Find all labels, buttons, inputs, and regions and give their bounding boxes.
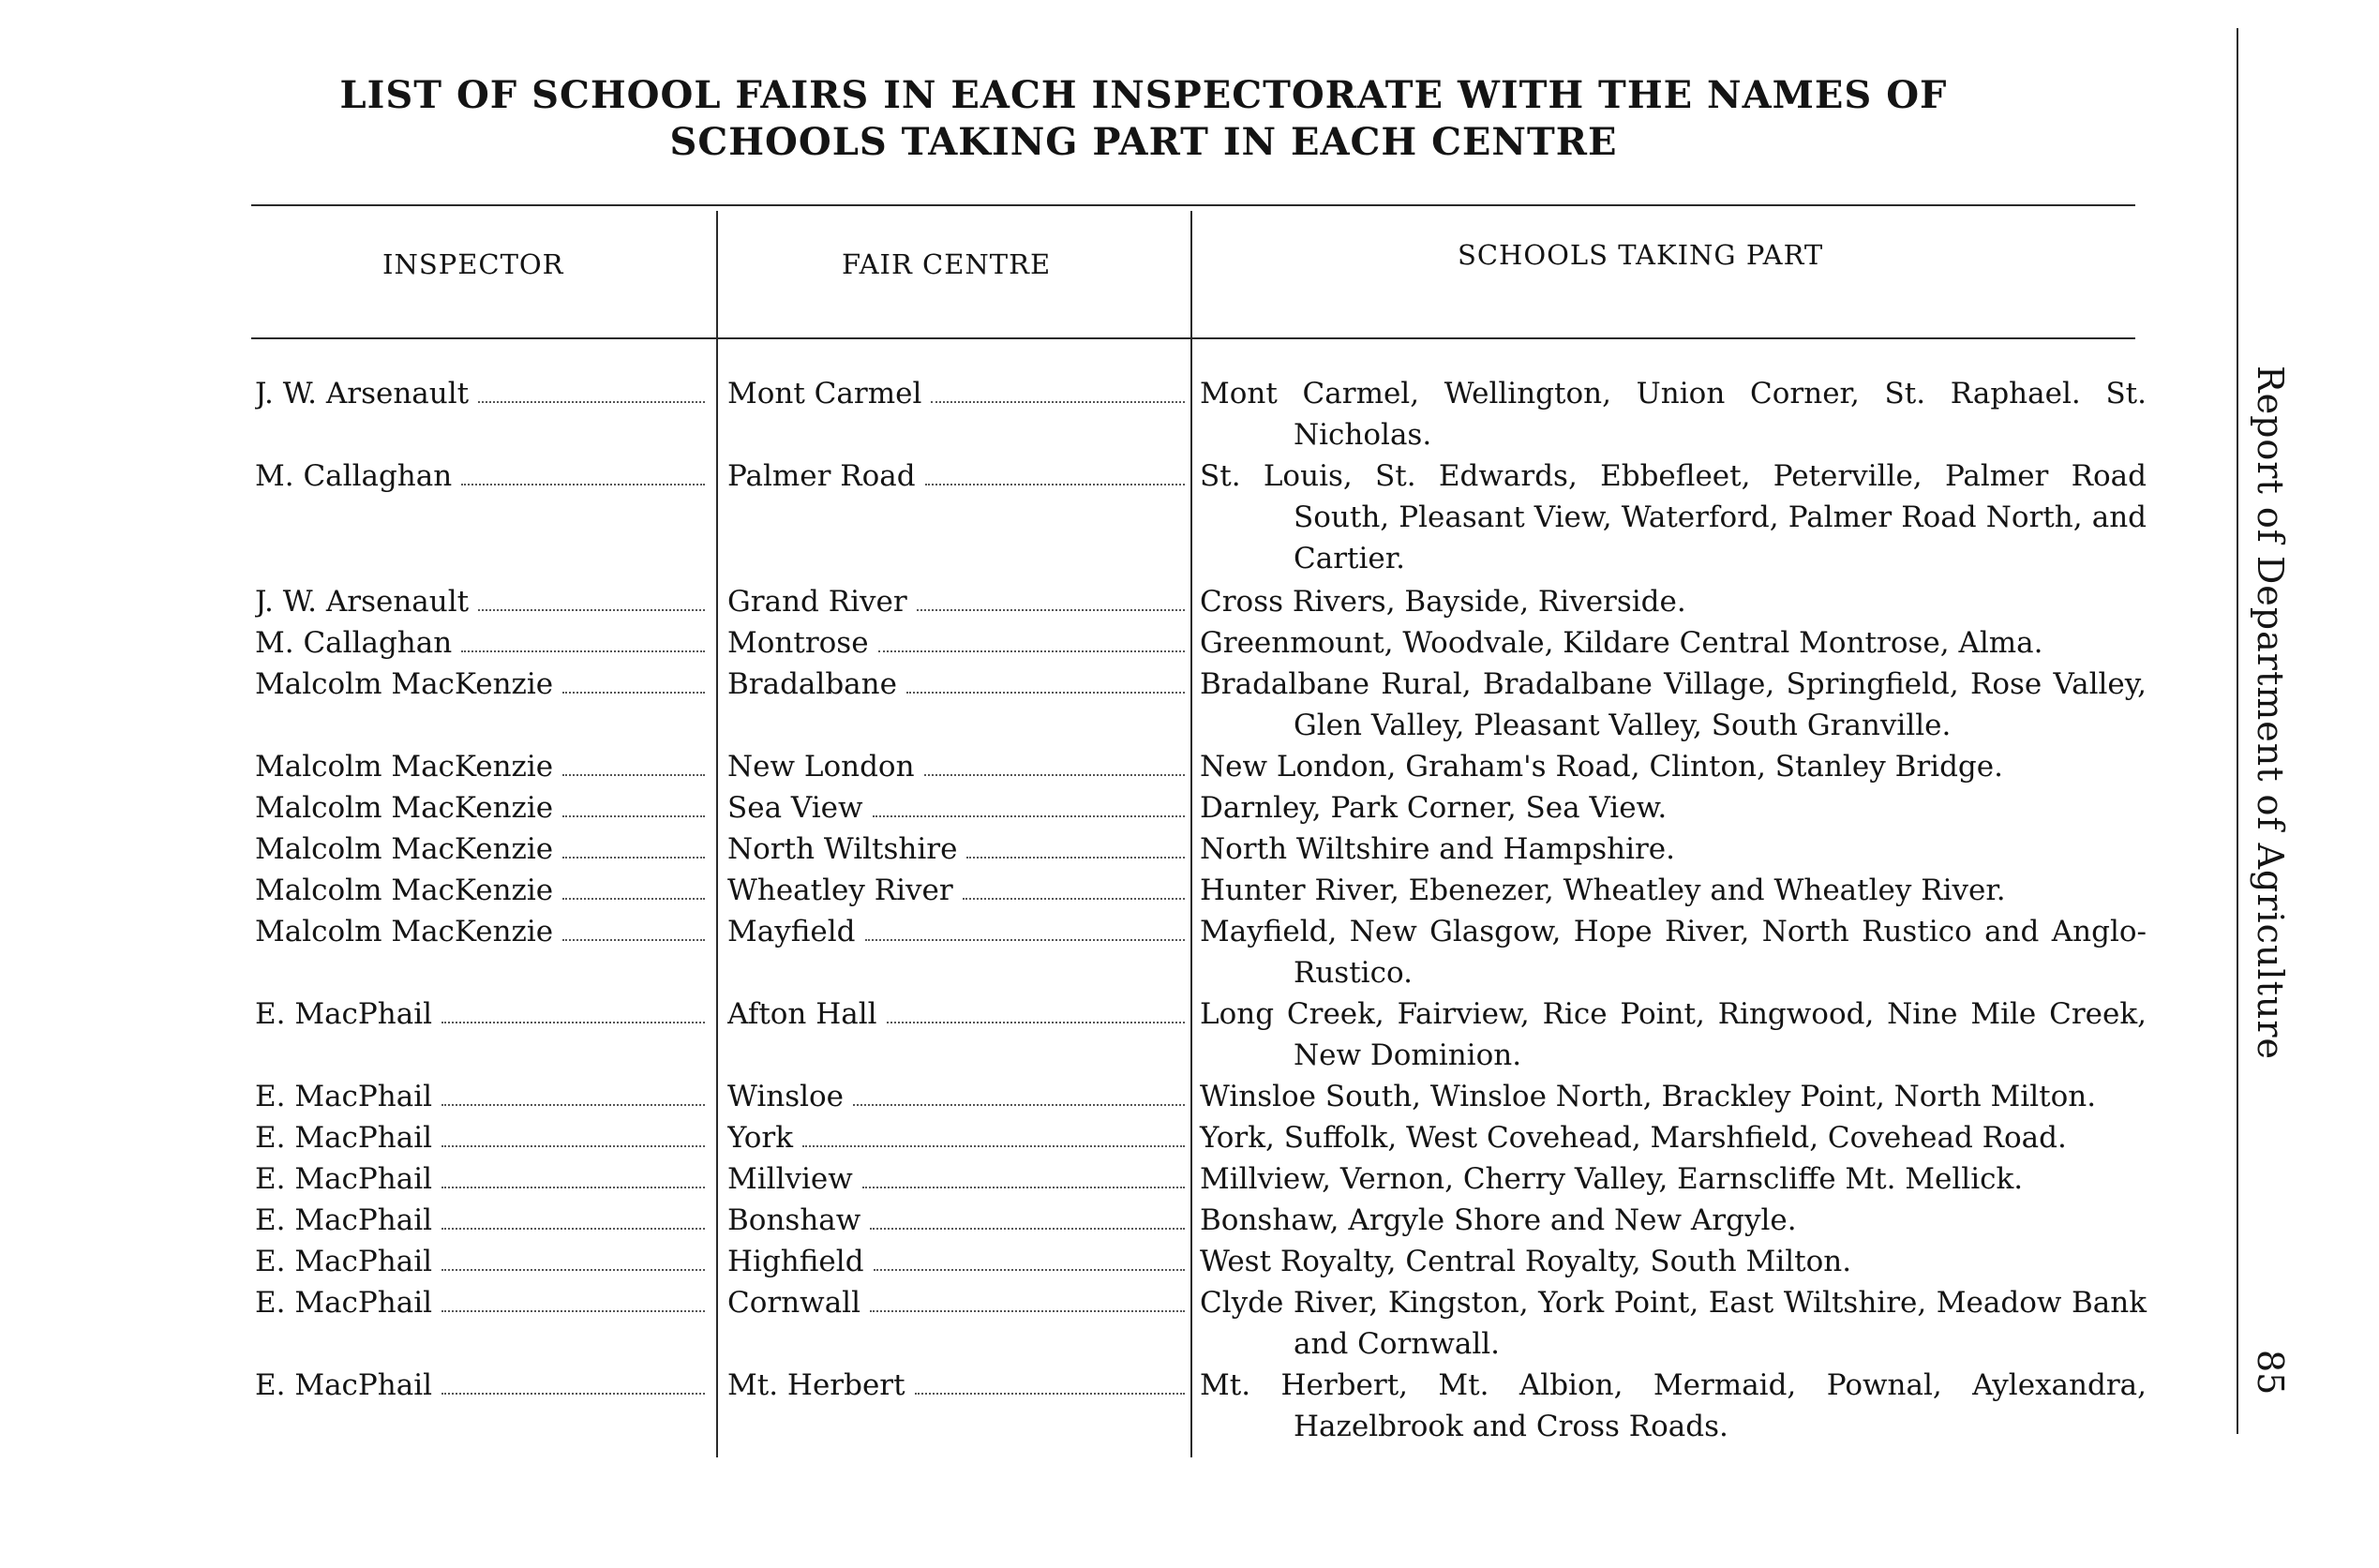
page-title-line-1: LIST OF SCHOOL FAIRS IN EACH INSPECTORATE WITH THE NAMES OF bbox=[339, 73, 1948, 117]
fair-centre-cell: Wheatley River bbox=[727, 870, 1185, 911]
column-divider-1 bbox=[716, 211, 718, 1457]
inspector-cell: Malcolm MacKenzie bbox=[255, 911, 705, 952]
schools-cell: Clyde River, Kingston, York Point, East Wiltshire, Meadow Bank and Cornwall. bbox=[1200, 1286, 2147, 1361]
fair-centre-cell: Palmer Road bbox=[727, 455, 1185, 497]
schools-cell: Bradalbane Rural, Bradalbane Village, Springfield, Rose Valley, Glen Valley, Pleasant Valley, South Granville. bbox=[1200, 667, 2147, 742]
fair-centre-cell: York bbox=[727, 1117, 1185, 1158]
schools-cell: Bonshaw, Argyle Shore and New Argyle. bbox=[1200, 1203, 1797, 1237]
page-title-line-2: SCHOOLS TAKING PART IN EACH CENTRE bbox=[669, 120, 1618, 164]
inspector-cell: E. MacPhail bbox=[255, 1282, 705, 1323]
schools-cell: Greenmount, Woodvale, Kildare Central Montrose, Alma. bbox=[1200, 626, 2043, 660]
schools-cell: Long Creek, Fairview, Rice Point, Ringwood, Nine Mile Creek, New Dominion. bbox=[1200, 997, 2147, 1072]
header-inspector: INSPECTOR bbox=[382, 248, 564, 280]
header-rule bbox=[251, 337, 2135, 339]
inspector-cell: M. Callaghan bbox=[255, 622, 705, 664]
schools-cell: Cross Rivers, Bayside, Riverside. bbox=[1200, 585, 1686, 619]
inspector-cell: E. MacPhail bbox=[255, 1158, 705, 1200]
schools-cell: North Wiltshire and Hampshire. bbox=[1200, 832, 1676, 866]
inspector-cell: E. MacPhail bbox=[255, 1076, 705, 1117]
schools-cell: West Royalty, Central Royalty, South Milton. bbox=[1200, 1245, 1852, 1278]
header-schools: SCHOOLS TAKING PART bbox=[1458, 239, 1824, 271]
schools-cell: New London, Graham's Road, Clinton, Stanley Bridge. bbox=[1200, 750, 2003, 784]
inspector-cell: J. W. Arsenault bbox=[255, 373, 705, 414]
inspector-cell: E. MacPhail bbox=[255, 1365, 705, 1406]
top-rule bbox=[251, 204, 2135, 206]
fair-centre-cell: Mont Carmel bbox=[727, 373, 1185, 414]
inspector-cell: E. MacPhail bbox=[255, 1200, 705, 1241]
schools-cell: Darnley, Park Corner, Sea View. bbox=[1200, 791, 1668, 825]
schools-cell: St. Louis, St. Edwards, Ebbefleet, Peterville, Palmer Road South, Pleasant View, Waterford, Palmer Road North, and Cartier. bbox=[1200, 459, 2147, 575]
schools-cell: Winsloe South, Winsloe North, Brackley Point, North Milton. bbox=[1200, 1080, 2097, 1113]
schools-cell: Mont Carmel, Wellington, Union Corner, St. Raphael. St. Nicholas. bbox=[1200, 377, 2147, 452]
fair-centre-cell: Millview bbox=[727, 1158, 1185, 1200]
fair-centre-cell: New London bbox=[727, 746, 1185, 787]
schools-cell: Millview, Vernon, Cherry Valley, Earnscliffe Mt. Mellick. bbox=[1200, 1162, 2024, 1196]
fair-centre-cell: Bradalbane bbox=[727, 664, 1185, 705]
inspector-cell: E. MacPhail bbox=[255, 993, 705, 1035]
schools-cell: Mt. Herbert, Mt. Albion, Mermaid, Pownal, Aylexandra, Hazelbrook and Cross Roads. bbox=[1200, 1368, 2147, 1443]
header-fair-centre: FAIR CENTRE bbox=[842, 248, 1052, 280]
inspector-cell: Malcolm MacKenzie bbox=[255, 664, 705, 705]
fair-centre-cell: Winsloe bbox=[727, 1076, 1185, 1117]
inspector-cell: Malcolm MacKenzie bbox=[255, 870, 705, 911]
inspector-cell: E. MacPhail bbox=[255, 1241, 705, 1282]
fair-centre-cell: Mt. Herbert bbox=[727, 1365, 1185, 1406]
running-title: Report of Department of Agriculture bbox=[2250, 366, 2291, 1060]
fair-centre-cell: Cornwall bbox=[727, 1282, 1185, 1323]
schools-cell: Mayfield, New Glasgow, Hope River, North Rustico and Anglo-Rustico. bbox=[1200, 915, 2147, 990]
page-number: 85 bbox=[2250, 1350, 2291, 1396]
inspector-cell: Malcolm MacKenzie bbox=[255, 829, 705, 870]
fair-centre-cell: Afton Hall bbox=[727, 993, 1185, 1035]
inspector-cell: Malcolm MacKenzie bbox=[255, 787, 705, 829]
fair-centre-cell: Sea View bbox=[727, 787, 1185, 829]
inspector-cell: E. MacPhail bbox=[255, 1117, 705, 1158]
fair-centre-cell: Mayfield bbox=[727, 911, 1185, 952]
fair-centre-cell: Montrose bbox=[727, 622, 1185, 664]
fair-centre-cell: Grand River bbox=[727, 581, 1185, 622]
column-divider-2 bbox=[1190, 211, 1192, 1457]
inspector-cell: J. W. Arsenault bbox=[255, 581, 705, 622]
fair-centre-cell: Bonshaw bbox=[727, 1200, 1185, 1241]
right-margin-rule bbox=[2237, 28, 2238, 1434]
fair-centre-cell: Highfield bbox=[727, 1241, 1185, 1282]
inspector-cell: M. Callaghan bbox=[255, 455, 705, 497]
fair-centre-cell: North Wiltshire bbox=[727, 829, 1185, 870]
schools-cell: York, Suffolk, West Covehead, Marshfield, Covehead Road. bbox=[1200, 1121, 2067, 1155]
schools-cell: Hunter River, Ebenezer, Wheatley and Wheatley River. bbox=[1200, 874, 2006, 907]
inspector-cell: Malcolm MacKenzie bbox=[255, 746, 705, 787]
